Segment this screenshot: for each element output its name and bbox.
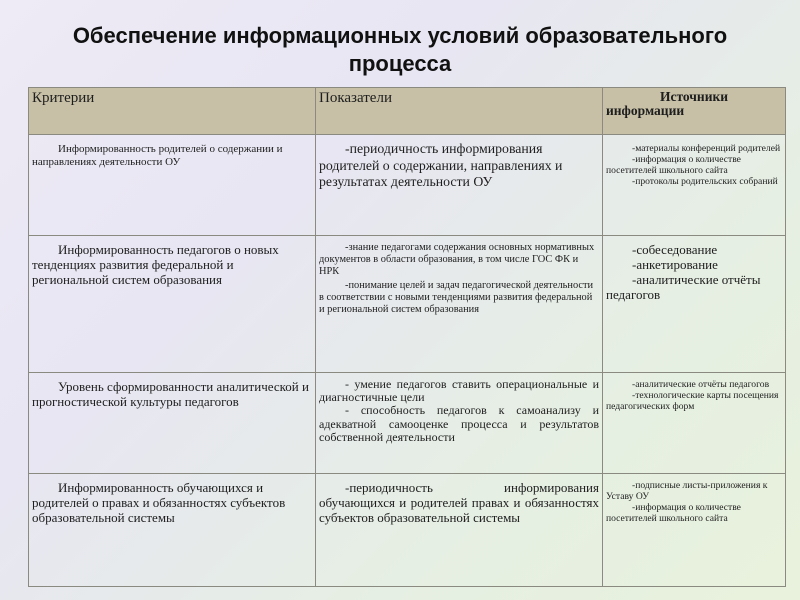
indicator-item: -периодичность информирования обучающихся и родителей правах и обязанностях субъектов образовательной системы bbox=[319, 480, 599, 525]
criterion-cell: Уровень сформированности аналитической и прогностической культуры педагогов bbox=[29, 373, 316, 474]
source-item: -аналитические отчёты педагогов bbox=[632, 379, 770, 390]
source-cell bbox=[603, 474, 786, 587]
indicator-item: - умение педагогов ставить операциональные и диагностичные цели bbox=[319, 377, 599, 405]
header-indicators: Показатели bbox=[316, 88, 603, 135]
criterion-cell: Информированность родителей о содержании и направлениях деятельности ОУ bbox=[29, 135, 316, 236]
header-sources bbox=[603, 88, 786, 135]
header-sources-line-2: информации bbox=[606, 103, 685, 118]
source-item: -технологические карты посещения педагогических форм bbox=[606, 390, 779, 412]
source-item: -аналитические отчёты педагогов bbox=[606, 272, 761, 302]
source-item: -протоколы родительских собраний bbox=[632, 176, 778, 187]
indicator-cell bbox=[316, 474, 603, 587]
table-row bbox=[29, 135, 786, 236]
indicator-cell bbox=[316, 236, 603, 373]
table-row bbox=[29, 236, 786, 373]
indicator-item: - способность педагогов к самоанализу и адекватной самооценке процесса и результатов собственной деятельности bbox=[319, 403, 599, 444]
slide-title bbox=[0, 22, 800, 78]
source-item: -материалы конференций родителей bbox=[632, 143, 781, 154]
source-cell bbox=[603, 373, 786, 474]
indicator-item: -понимание целей и задач педагогической деятельности в соответствии с новыми тенденциями развития федеральной и региональной систем образования bbox=[319, 280, 594, 315]
criterion-cell: Информированность педагогов о новых тенденциях развития федеральной и региональной систем образования bbox=[29, 236, 316, 373]
source-item: -подписные листы-приложения к Уставу ОУ bbox=[606, 480, 768, 502]
indicator-item: -знание педагогами содержания основных нормативных документов в области образования, в том числе ГОС ФК и НРК bbox=[319, 242, 595, 277]
source-cell bbox=[603, 135, 786, 236]
table-row bbox=[29, 373, 786, 474]
header-criteria: Критерии bbox=[29, 88, 316, 135]
title-line-1: Обеспечение информационных условий образовательного bbox=[72, 23, 728, 48]
header-row bbox=[29, 88, 786, 135]
source-item: -анкетирование bbox=[632, 257, 718, 272]
criterion-cell: Информированность обучающихся и родителей о правах и обязанностях субъектов образовательной системы bbox=[29, 474, 316, 587]
source-item: -информация о количестве посетителей школьного сайта bbox=[606, 502, 741, 524]
indicator-cell bbox=[316, 373, 603, 474]
title-line-2: процесса bbox=[348, 51, 452, 76]
criteria-table bbox=[28, 87, 786, 587]
indicator-cell bbox=[316, 135, 603, 236]
table-row bbox=[29, 474, 786, 587]
indicator-item: -периодичность информирования родителей о содержании, направлениях и результатах деятельности ОУ bbox=[319, 141, 563, 189]
header-sources-line-1: Источники bbox=[659, 89, 729, 104]
source-item: -собеседование bbox=[632, 242, 718, 257]
source-item: -информация о количестве посетителей школьного сайта bbox=[606, 154, 741, 176]
source-cell bbox=[603, 236, 786, 373]
